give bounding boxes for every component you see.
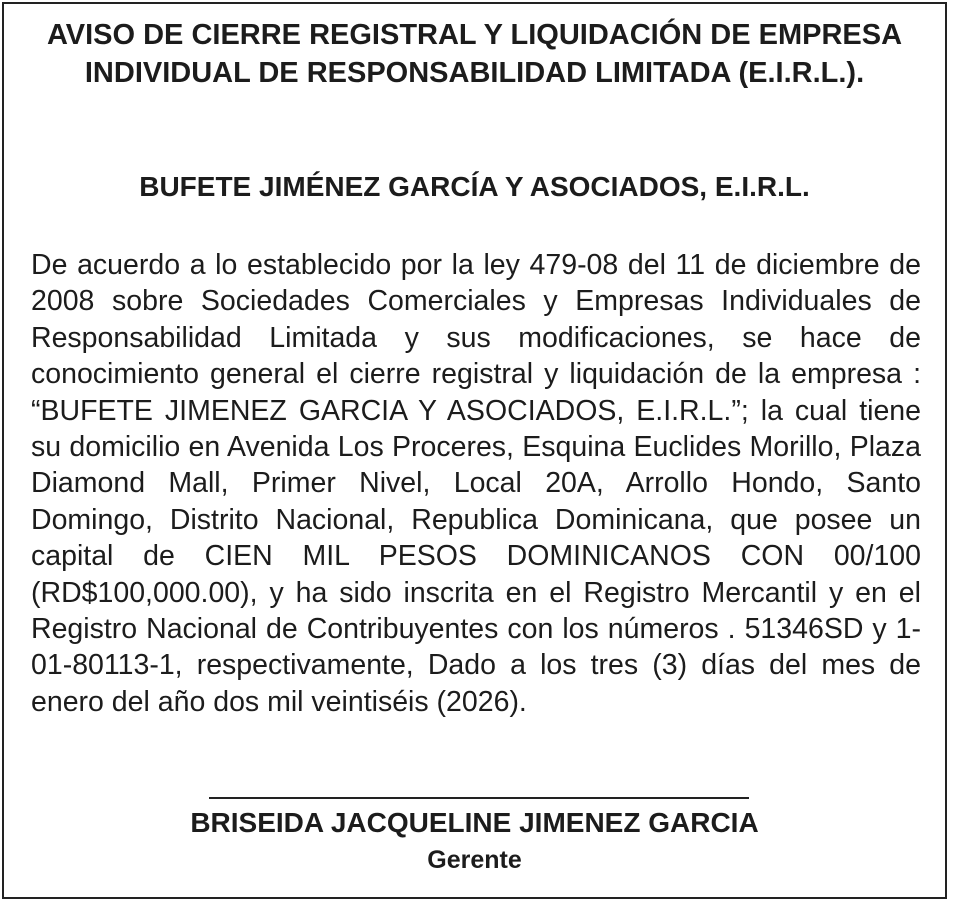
- notice-title: AVISO DE CIERRE REGISTRAL Y LIQUIDACIÓN DE EMPRESA INDIVIDUAL DE RESPONSABILIDAD LIMITADA (E.I.R.L.).: [46, 19, 903, 89]
- signer-role: Gerente: [427, 846, 522, 874]
- signer-name: BRISEIDA JACQUELINE JIMENEZ GARCIA: [190, 807, 759, 838]
- company-name: BUFETE JIMÉNEZ GARCÍA Y ASOCIADOS, E.I.R.L.: [139, 171, 810, 202]
- signature-line: [209, 797, 749, 799]
- notice-body: De acuerdo a lo establecido por la ley 479-08 del 11 de diciembre de 2008 sobre Sociedades Comerciales y Empresas Individuales de Responsabilidad Limitada y sus modificaciones, se hace de conocimiento general el cierre registral y liquidación de la empresa : “BUFETE JIMENEZ GARCIA Y ASOCIADOS, E.I.R.L.”; la cual tiene su domicilio en Avenida Los Proceres, Esquina Euclides Morillo, Plaza Diamond Mall, Primer Nivel, Local 20A, Arrollo Hondo, Santo Domingo, Distrito Nacional, Republica Dominicana, que posee un capital de CIEN MIL PESOS DOMINICANOS CON 00/100 (RD$100,000.00), y ha sido inscrita en el Registro Mercantil y en el Registro Nacional de Contribuyentes con los números . 51346SD y 1-01-80113-1, respectivamente, Dado a los tres (3) días del mes de enero del año dos mil veintiséis (2026).: [31, 249, 921, 718]
- legal-notice: [2, 2, 947, 899]
